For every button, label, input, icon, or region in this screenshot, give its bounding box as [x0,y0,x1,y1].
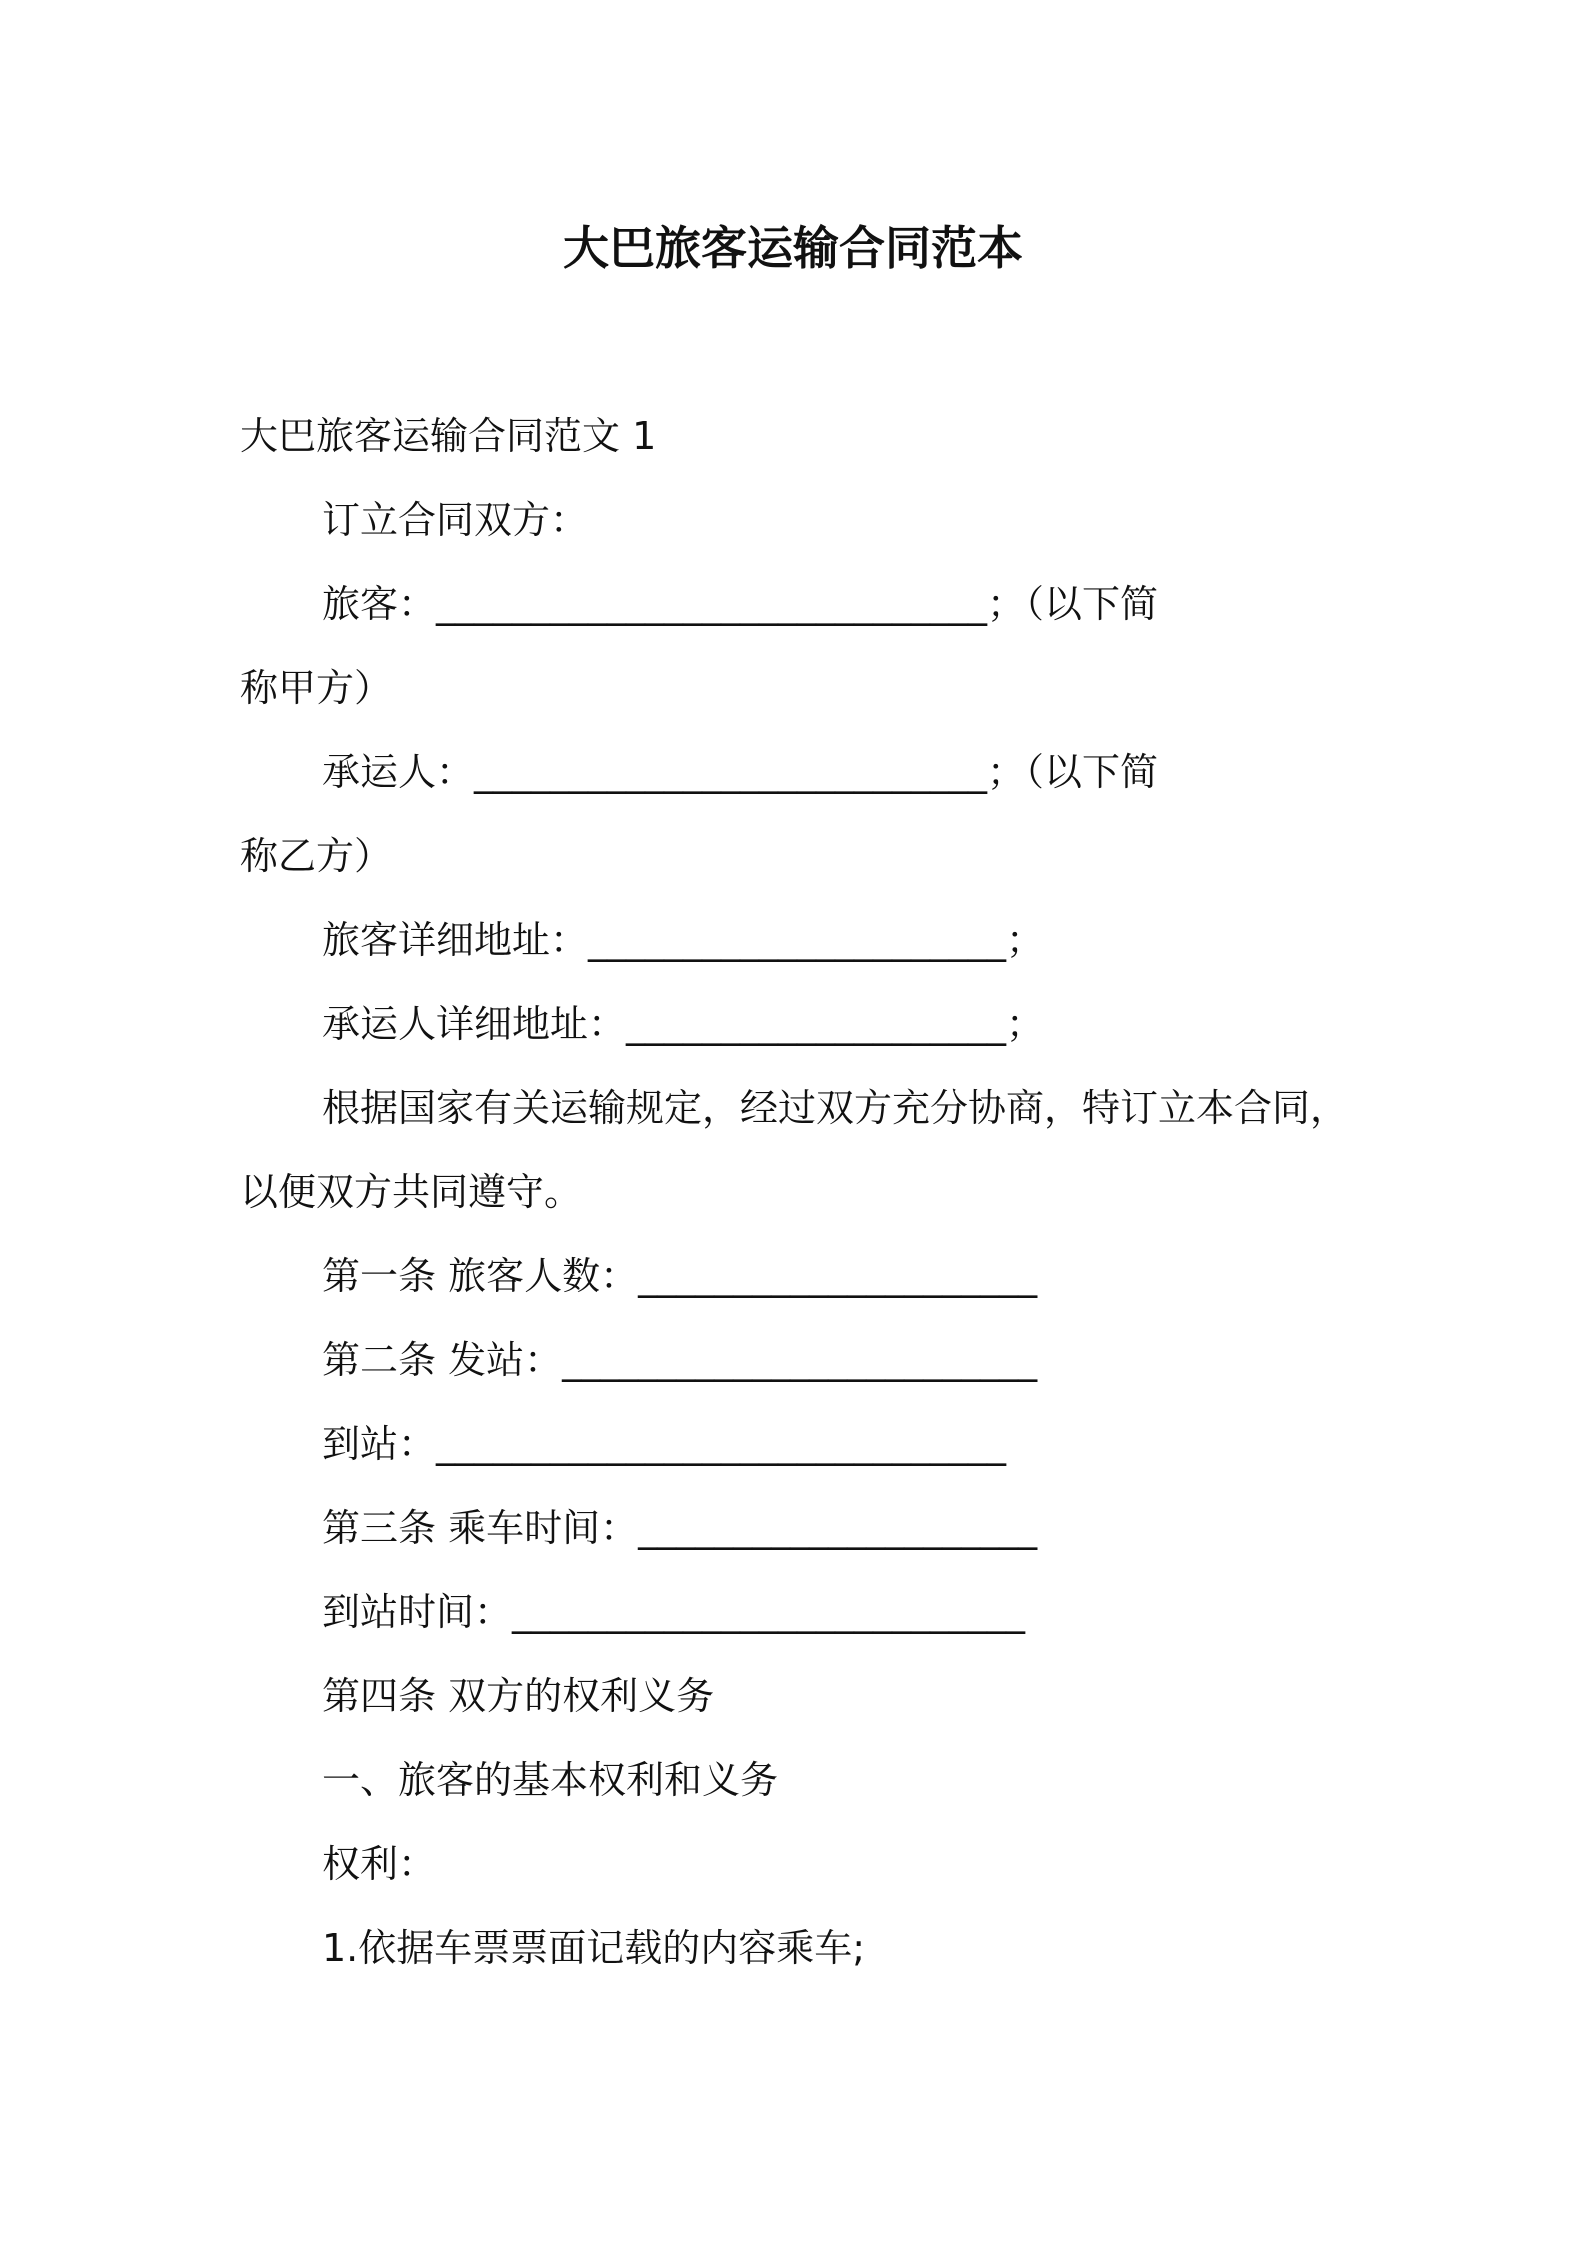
carrier-line: 承运人：___________________________；（以下简 [322,750,1159,794]
article-4-heading: 第四条 双方的权利义务 [322,1674,715,1718]
preamble-line: 根据国家有关运输规定，经过双方充分协商，特订立本合同， [322,1086,1349,1130]
passenger-rights-heading: 一、旅客的基本权利和义务 [322,1758,779,1802]
document-title: 大巴旅客运输合同范本 [563,221,1023,275]
carrier-line-cont: 称乙方） [240,834,393,878]
passenger-line: 旅客：_____________________________；（以下简 [322,582,1159,626]
article-3-line: 第三条 乘车时间：_____________________ [322,1506,1038,1550]
passenger-line-cont: 称甲方） [240,666,393,710]
carrier-address-line: 承运人详细地址：____________________； [322,1002,1045,1046]
rights-item-1: 1.依据车票票面记载的内容乘车; [322,1926,866,1970]
article-2-line: 第二条 发站：_________________________ [322,1338,1038,1382]
passenger-address-line: 旅客详细地址：______________________； [322,918,1045,962]
preamble-line-cont: 以便双方共同遵守。 [240,1170,583,1214]
section-heading: 大巴旅客运输合同范文 1 [240,414,657,458]
rights-label: 权利： [322,1842,437,1886]
article-1-line: 第一条 旅客人数：_____________________ [322,1254,1038,1298]
arrival-time-line: 到站时间：___________________________ [322,1590,1026,1634]
parties-heading: 订立合同双方： [322,498,589,542]
arrival-station-line: 到站：______________________________ [322,1422,1007,1466]
